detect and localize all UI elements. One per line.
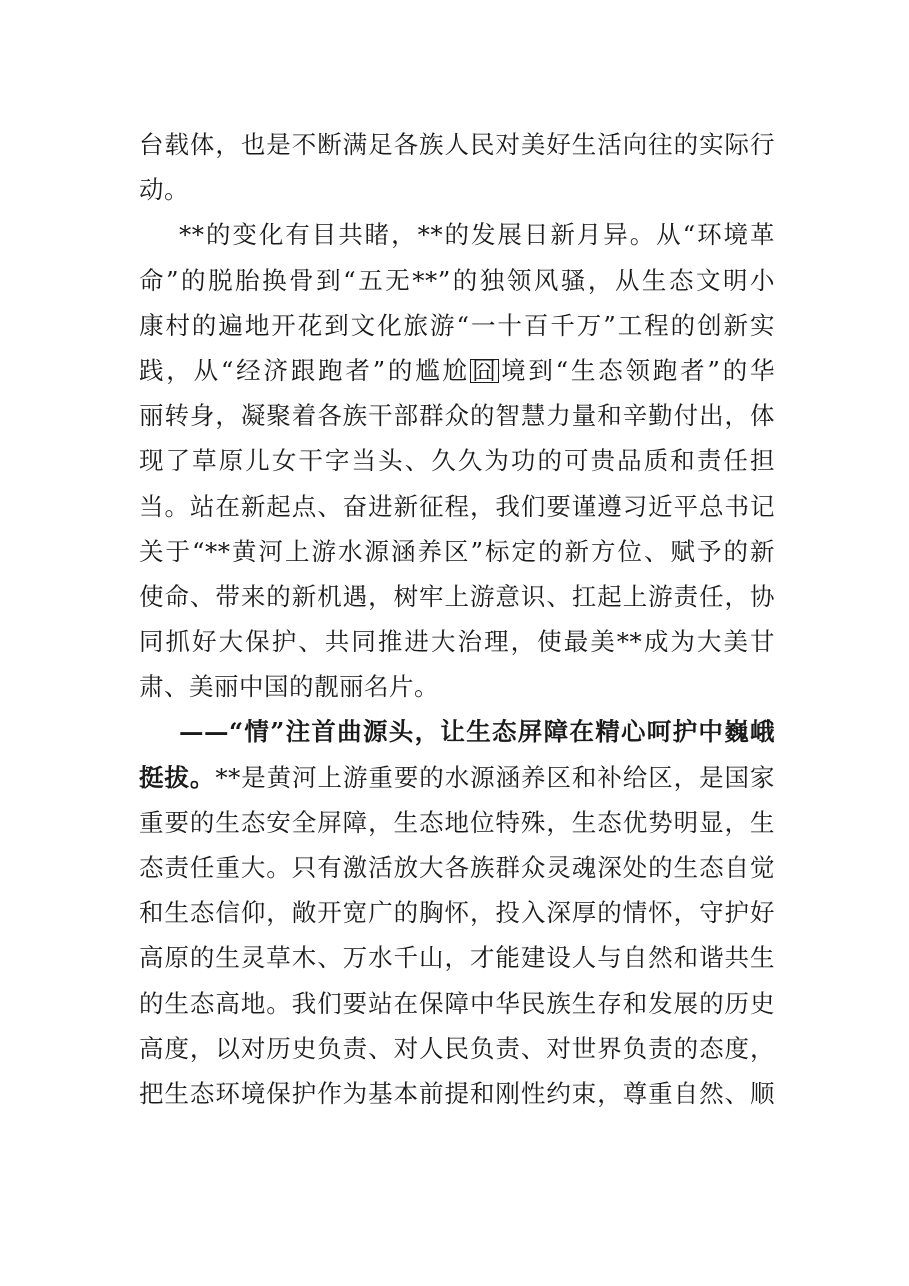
text-line: 高原的生灵草木、万水千山，才能建设人与自然和谐共生 [139, 943, 775, 973]
text-line: 同抓好大保护、共同推进大治理，使最美**成为大美甘 [139, 627, 775, 657]
section-heading-end: 挺拔。 [139, 762, 216, 792]
text-segment: 境到“生态领跑者”的华 [498, 355, 775, 385]
text-line: 把生态环境保护作为基本前提和刚性约束，尊重自然、顺 [139, 1078, 775, 1108]
text-line: 的生态高地。我们要站在保障中华民族生存和发展的历史 [139, 988, 775, 1018]
boxed-character: 囧 [471, 355, 497, 385]
text-line: 丽转身，凝聚着各族干部群众的智慧力量和辛勤付出，体 [139, 401, 775, 431]
text-line: 使命、带来的新机遇，树牢上游意识、扛起上游责任，协 [139, 581, 775, 611]
text-line: 台载体，也是不断满足各族人民对美好生活向往的实际行 [139, 130, 775, 159]
text-line [139, 755, 775, 800]
text-line: 和生态信仰，敞开宽广的胸怀，投入深厚的情怀，守护好 [139, 898, 775, 928]
section-heading: ——“情”注首曲源头，让生态屏障在精心呵护中巍峨 [179, 717, 775, 747]
text-segment: **是黄河上游重要的水源涵养区和补给区，是国家 [215, 762, 775, 792]
text-line: 肃、美丽中国的靓丽名片。 [139, 672, 439, 702]
text-line: 态责任重大。只有激活放大各族群众灵魂深处的生态自觉 [139, 853, 775, 882]
text-line: **的变化有目共睹，**的发展日新月异。从“环境革 [179, 220, 775, 250]
text-line [139, 348, 775, 393]
body-text [139, 122, 775, 1116]
text-line: 关于“**黄河上游水源涵养区”标定的新方位、赋予的新 [139, 536, 775, 566]
text-line: 当。站在新起点、奋进新征程，我们要谨遵习近平总书记 [139, 491, 775, 521]
text-segment: 践，从“经济跟跑者”的尴尬 [139, 355, 470, 385]
text-line: 重要的生态安全屏障，生态地位特殊，生态优势明显，生 [139, 807, 775, 837]
text-line: 康村的遍地开花到文化旅游“一十百千万”工程的创新实 [139, 310, 775, 340]
text-line: 高度，以对历史负责、对人民负责、对世界负责的态度， [139, 1033, 775, 1063]
text-line: 现了草原儿女干字当头、久久为功的可贵品质和责任担 [139, 446, 775, 476]
text-line: 命”的脱胎换骨到“五无**”的独领风骚，从生态文明小 [139, 265, 775, 295]
text-line: 动。 [139, 175, 189, 205]
